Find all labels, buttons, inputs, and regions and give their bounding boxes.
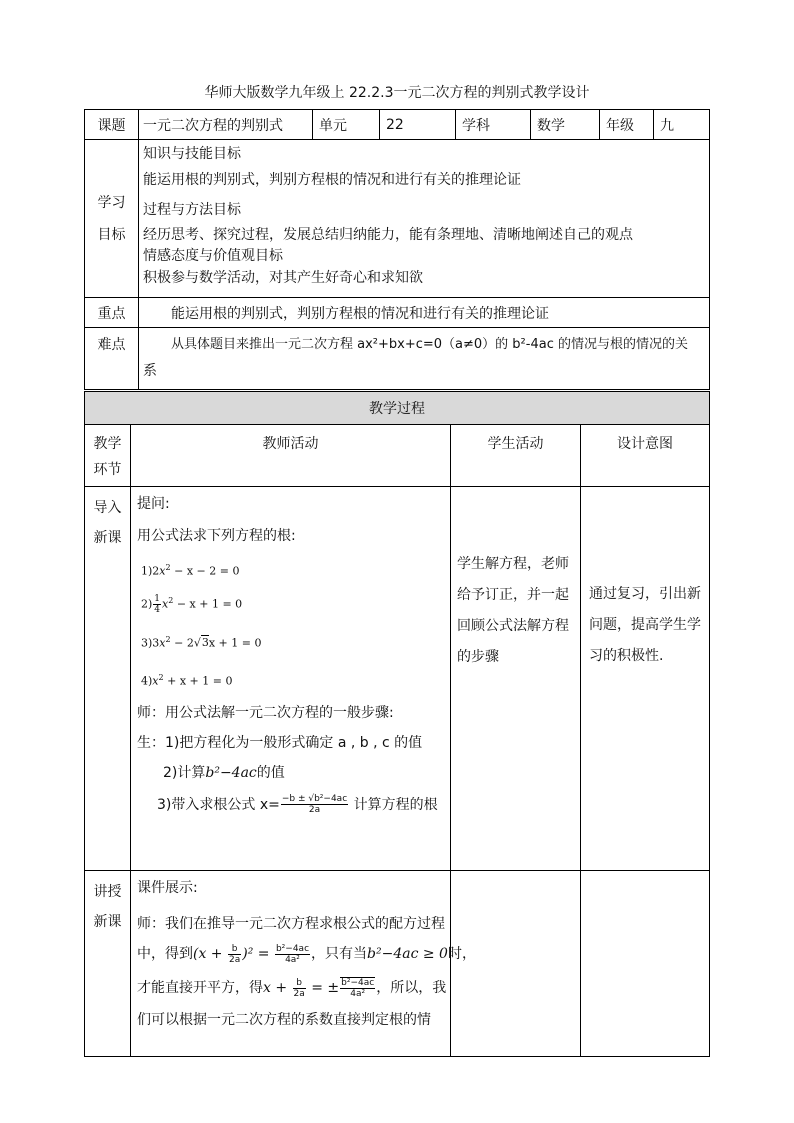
stage-intro: 导入 新课 (85, 487, 131, 871)
intent-lecture (581, 871, 710, 1057)
col-student: 学生活动 (451, 425, 581, 487)
equation-4: $4)x^2 + x + 1 = 0$ (141, 673, 233, 688)
step-1: 生：1)把方程化为一般形式确定 a , b , c 的值 (137, 734, 423, 751)
process-header: 教学过程 (85, 392, 710, 425)
objective-line: 经历思考、探究过程，发展总结归纳能力，能有条理地、清晰地阐述自己的观点 (143, 227, 633, 243)
info-table (84, 109, 710, 390)
process-table (84, 391, 710, 1057)
teacher-activity-intro: 提问: 用公式法求下列方程的根: $1)2x^2 - x - 2 = 0$ 2) $\frac{1}{4}$ $x^2 - x + 1 = 0$ $3)3x^2 - 2√3x + 1 = 0$ $4)x^2 + x + 1 = 0$ 师：用公式法解一元二次方程的一般步骤: 生：1)把方程化为一般形式确定 a , b , c 的值 2)计算b²−4ac的值 3)带入求根公式 x= $\frac{\text{−b ± √b²−4ac}}{2a}$ 计算方程的根 (131, 487, 451, 871)
step-2: 2)计算b²−4ac的值 (163, 764, 285, 781)
key-point-text: 能运用根的判别式，判别方程根的情况和进行有关的推理论证 (139, 298, 710, 328)
label-grade: 年级 (600, 110, 654, 140)
equation-3: $3)3x^2 - 2√3x + 1 = 0$ (141, 634, 262, 650)
document-title: 华师大版数学九年级上 22.2.3一元二次方程的判别式教学设计 (204, 85, 590, 101)
equation-2: 2) $\frac{1}{4}$ $x^2 - x + 1 = 0$ (141, 593, 243, 615)
value-grade: 九 (654, 110, 710, 140)
col-intent: 设计意图 (581, 425, 710, 487)
label-discipline: 学科 (456, 110, 531, 140)
objective-line: 过程与方法目标 (143, 202, 241, 218)
label-unit: 单元 (313, 110, 380, 140)
teacher-activity-lecture: 课件展示: 师：我们在推导一元二次方程求根公式的配方过程 中，得到(x + $\frac{b}{2a}$ )² = $\frac{\text{b²−4ac}}{\text{4a²}}$ ，只有当b²−4ac ≥ 0时， 才能直接开平方，得x + $\frac{b}{2a}$ = ± $\frac{\text{b²−4ac}}{\text{4a²}}$ ，所以，我 们可以根据一元二次方程的系数直接判定根的情 (131, 871, 451, 1057)
label-subject-title: 课题 (85, 110, 139, 140)
label-difficulty: 难点 (85, 328, 139, 390)
objective-line: 积极参与数学活动，对其产生好奇心和求知欲 (143, 270, 423, 286)
student-activity-intro: 学生解方程，老师 给予订正，并一起 回顾公式法解方程 的步骤 (451, 487, 581, 871)
col-stage: 教学 环节 (85, 425, 131, 487)
difficulty-text: 从具体题目来推出一元二次方程 ax²+bx+c=0（a≠0）的 b²-4ac 的情况与根的情况的关 系 (139, 328, 710, 390)
value-subject-title: 一元二次方程的判别式 (139, 110, 313, 140)
objective-line: 知识与技能目标 (143, 146, 241, 162)
student-activity-lecture (451, 871, 581, 1057)
intent-intro: 通过复习，引出新 问题，提高学生学 习的积极性. (581, 487, 710, 871)
label-key-point: 重点 (85, 298, 139, 328)
objective-line: 情感态度与价值观目标 (143, 248, 283, 264)
stage-lecture: 讲授 新课 (85, 871, 131, 1057)
value-discipline: 数学 (531, 110, 600, 140)
objective-line: 能运用根的判别式，判别方程根的情况和进行有关的推理论证 (143, 172, 521, 188)
label-objectives: 学习 目标 (85, 140, 139, 298)
value-unit: 22 (380, 110, 456, 140)
col-teacher: 教师活动 (131, 425, 451, 487)
step-3: 3)带入求根公式 x= $\frac{\text{−b ± √b²−4ac}}{2a}$ 计算方程的根 (157, 794, 438, 816)
objectives-content (139, 140, 710, 298)
teacher-question: 师：用公式法解一元二次方程的一般步骤: (137, 704, 394, 721)
equation-1: $1)2x^2 - x - 2 = 0$ (141, 563, 240, 578)
